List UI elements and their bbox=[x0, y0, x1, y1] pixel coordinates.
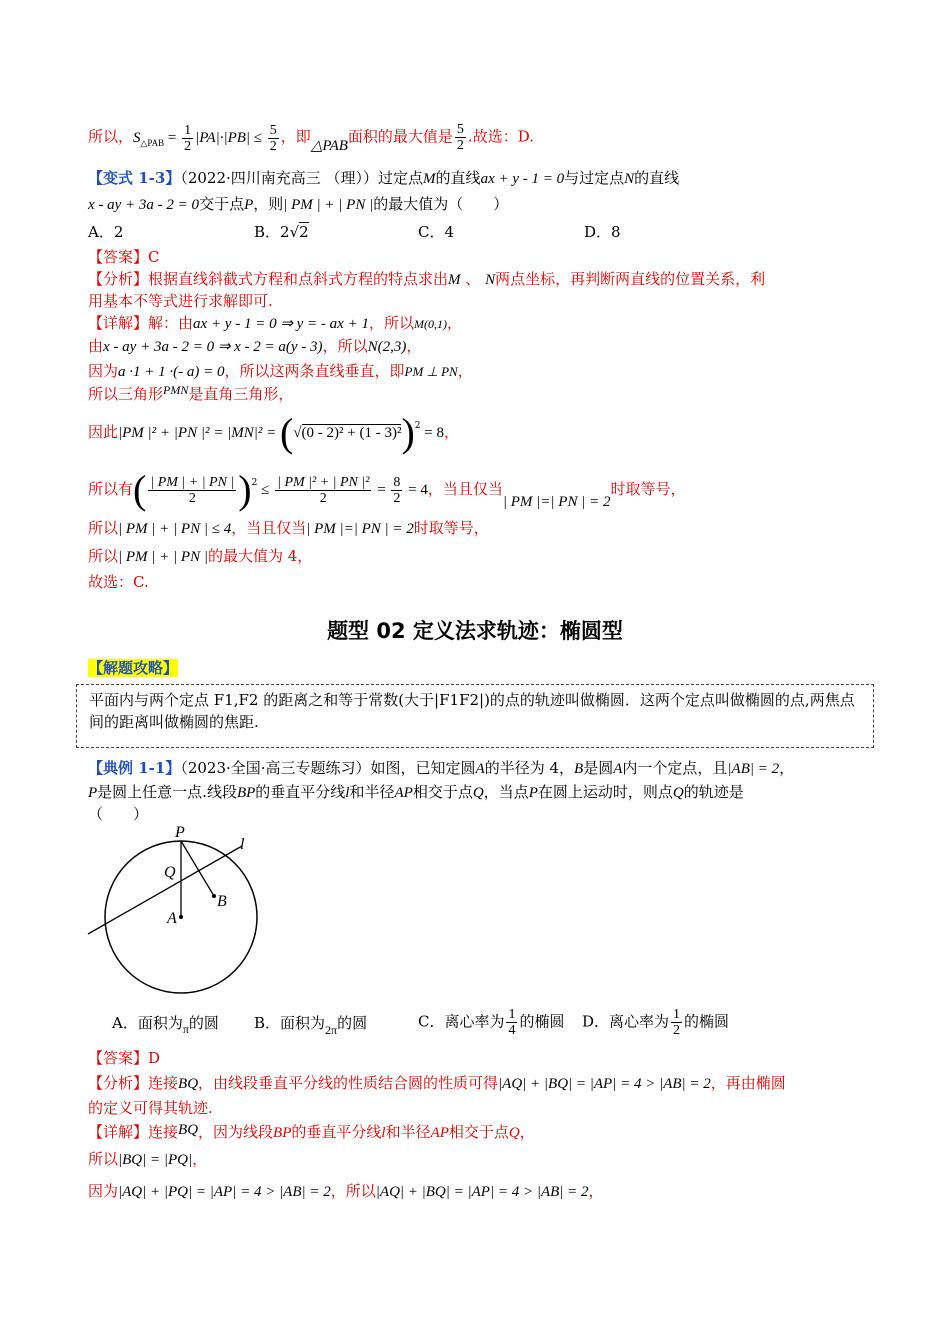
section-title: 题型 02 定义法求轨迹：椭圆型 bbox=[327, 619, 623, 643]
example-1-1-line1: 【典例 1-1】（2023·全国·高三专题练习）如图，已知定圆A的半径为 4，B是圆A内一个定点，且|AB| = 2， bbox=[88, 759, 795, 777]
sqrt-symbol: √ bbox=[289, 223, 300, 241]
option-2-d: D．离心率为 $\frac{1}{2}$ 的椭圆 bbox=[582, 1007, 730, 1038]
point-b bbox=[212, 894, 216, 898]
label-q: Q bbox=[164, 864, 176, 881]
option-2-b: B．面积为$_{2\pi}$的圆 bbox=[254, 1014, 368, 1037]
analysis-1: 【分析】根据直线斜截式方程和点斜式方程的特点求出M 、 N两点坐标，再判断两直线的位置关系，利 bbox=[88, 270, 766, 288]
detail-1-line3: 因为a ·1 + 1 ·(- a) = 0，所以这两条直线垂直，即PM ⊥ PN， bbox=[88, 362, 473, 380]
answer-1: 【答案】C bbox=[88, 248, 160, 266]
detail-1-line9: 故选：C. bbox=[88, 573, 149, 591]
label-p: P bbox=[175, 824, 185, 841]
option-b: B．2√2 bbox=[254, 223, 309, 241]
variant-1-3-line2: x - ay + 3a - 2 = 0交于点P，则| PM | + | PN |的最大值为（ ） bbox=[88, 195, 509, 213]
analysis-1-line2: 用基本不等式进行求解即可. bbox=[88, 292, 273, 310]
detail-1-line6: 所以有( $\frac{| PM | + | PN |}{2}$ )$^2$ ≤ $\frac{\text{| PM |² + | PN |²}}{2}$ = $\frac{8}{2}$ = 4，当且仅当| PM |=| PN | = 2时取等号， bbox=[88, 467, 686, 512]
detail-2-line1: 【详解】连接BQ，因为线段BP的垂直平分线l和半径AP相交于点Q， bbox=[88, 1122, 535, 1141]
line-area-result: 所以，$S_{\triangle PAB}$ = $\frac{1}{2}$ |PA|·|PB| ≤ $\frac{5}{2}$ ，即△PAB面积的最大值是 $\frac{5}{2}$ .故选：D. bbox=[88, 122, 534, 154]
option-2-a: A．面积为$_\pi$的圆 bbox=[112, 1014, 219, 1036]
detail-2-line2: 所以|BQ| = |PQ|， bbox=[88, 1150, 208, 1168]
option-2-c: C．离心率为 $\frac{1}{4}$ 的椭圆 bbox=[418, 1007, 565, 1038]
analysis-2: 【分析】连接BQ，由线段垂直平分线的性质结合圆的性质可得|AQ| + |BQ| = |AP| = 4 > |AB| = 2，再由椭圆 bbox=[88, 1074, 786, 1092]
answer-2: 【答案】D bbox=[88, 1049, 161, 1067]
label-a: A bbox=[167, 910, 177, 927]
label-b: B bbox=[217, 893, 227, 910]
example-1-1-line3: （ ） bbox=[88, 805, 149, 823]
segment-bp bbox=[181, 841, 214, 896]
bisector-line-l bbox=[88, 846, 242, 934]
strategy-label: 【解题攻略】 bbox=[88, 659, 179, 677]
detail-1-line2: 由x - ay + 3a - 2 = 0 ⇒ x - 2 = a(y - 3)，所以N(2,3)， bbox=[88, 337, 422, 355]
variant-1-3-line1: 【变式 1-3】（2022·四川南充高三 （理））过定点M的直线ax + y - 1 = 0与过定点N的直线 bbox=[88, 169, 680, 187]
strategy-box: 平面内与两个定点 F1,F2 的距离之和等于常数(大于|F1F2|)的点的轨迹叫做椭圆．这两个定点叫做椭圆的点,两焦点间的距离叫做椭圆的焦距. bbox=[76, 684, 874, 748]
circle-figure bbox=[80, 820, 280, 1010]
option-d: D．8 bbox=[584, 223, 621, 241]
detail-2-line3: 因为|AQ| + |PQ| = |AP| = 4 > |AB| = 2，所以|AQ| + |BQ| = |AP| = 4 > |AB| = 2， bbox=[88, 1182, 604, 1200]
point-a bbox=[179, 915, 183, 919]
detail-1-line5: 因此|PM |² + |PN $|^2 = |MN|^2 = (√(0 - 2)^2 + (1 - 3)^2)^2 = 8$， bbox=[88, 410, 459, 455]
analysis-2-line2: 的定义可得其轨迹. bbox=[88, 1099, 213, 1117]
option-c: C．4 bbox=[418, 223, 455, 241]
detail-1-line1: 【详解】解：由ax + y - 1 = 0 ⇒ y = - ax + 1，所以M(0,1)， bbox=[88, 314, 462, 332]
detail-1-line7: 所以| PM | + | PN | ≤ 4，当且仅当| PM |=| PN | = 2时取等号， bbox=[88, 519, 489, 537]
example-1-1-line2: P是圆上任意一点.线段BP的垂直平分线l和半径AP相交于点Q，当点P在圆上运动时，则点Q的轨迹是 bbox=[88, 783, 744, 801]
detail-1-line4: 所以三角形$^{PMN}$是直角三角形， bbox=[88, 383, 294, 403]
label-l: l bbox=[240, 836, 245, 853]
detail-1-line8: 所以| PM | + | PN |的最大值为 4， bbox=[88, 547, 313, 565]
option-a: A．2 bbox=[88, 223, 124, 241]
